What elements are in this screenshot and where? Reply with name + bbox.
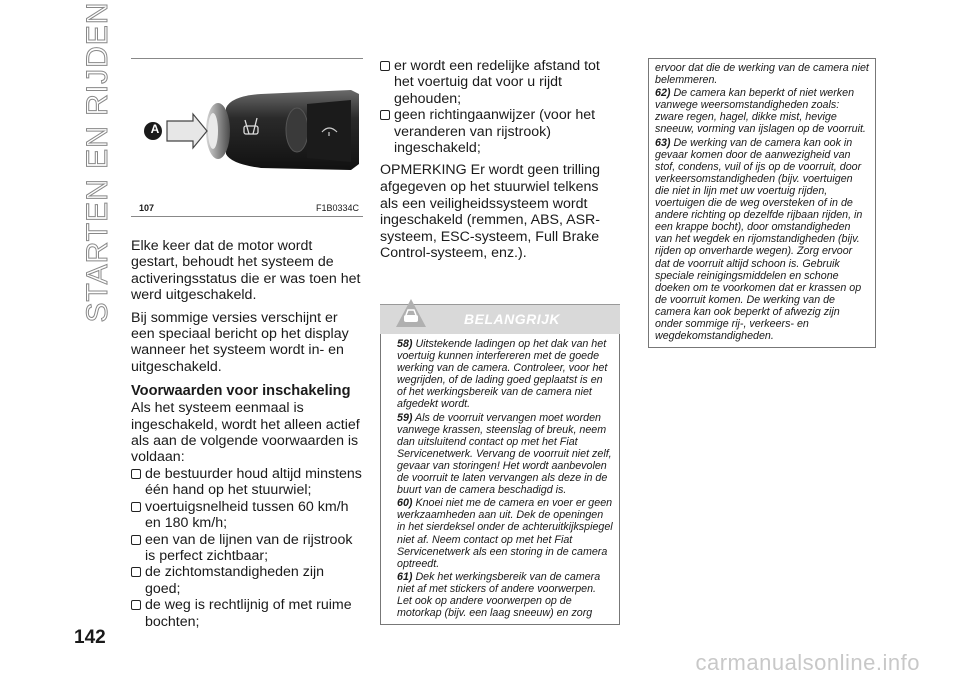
checkbox-icon (380, 61, 390, 71)
section-title-text: STARTEN EN RIJDEN (81, 1, 114, 323)
list-item-text: de bestuurder houd altijd minstens één hand op het stuurwiel; (145, 465, 362, 499)
section-title (78, 1, 118, 323)
list-item-text: geen richtingaanwijzer (voor het veranderen van rijstrook) ingeschakeld; (394, 107, 596, 157)
note-item (397, 497, 613, 570)
note-item (397, 338, 613, 411)
checkbox-icon (131, 502, 141, 512)
note-number: 60) (397, 497, 413, 510)
paragraph: Elke keer dat de motor wordt gestart, behoudt het systeem de activeringsstatus die er was toen het werd uitgeschakeld. (131, 238, 361, 304)
list-item-text: er wordt een redelijke afstand tot het voertuig dat voor u rijdt gehouden; (394, 58, 600, 107)
banner-title: BELANGRIJK (464, 311, 561, 327)
paragraph: Bij sommige versies verschijnt er een speciaal bericht op het display wanneer het systeem wordt in- en uitgeschakeld. (131, 309, 349, 375)
list-item (131, 532, 363, 565)
note-item (397, 412, 613, 497)
note-item (655, 87, 869, 135)
list-item-text: voertuigsnelheid tussen 60 km/h en 180 km/h; (145, 498, 349, 532)
figure-callout: A (150, 122, 160, 136)
checkbox-icon (131, 600, 141, 610)
note-number: 62) (655, 87, 671, 100)
list-item-text: de zichtomstandigheden zijn goed; (145, 564, 325, 597)
conditions-list (131, 466, 363, 630)
list-item-text: de weg is rechtlijnig of met ruime bochten; (145, 597, 352, 630)
note-text: De camera kan beperkt of niet werken vanwege weersomstandigheden zoals: zware regen, hagel, dikke mist, hevige sneeuw, vorming van ijslagen op de voorruit. (655, 87, 866, 136)
note-paragraph: OPMERKING Er wordt geen trilling afgegeven op het stuurwiel telkens als een veiligheidssysteem wordt ingeschakeld (remmen, ABS, ASR-systeem, ESC-systeem, Full Brake Control-systeem, enz.). (380, 162, 601, 262)
list-item (131, 466, 363, 499)
figure-bottom-rule (131, 216, 363, 217)
list-item (380, 107, 620, 156)
column-2 (380, 58, 620, 625)
note-text: Uitstekende ladingen op het dak van het voertuig kunnen interfereren met de goede werking van de camera. Controleer, voor het wegrijden, of de lading goed geplaatst is en of het werkingsbereik van de camera niet afgedekt wordt. (397, 338, 608, 411)
paragraph: Als het systeem eenmaal is ingeschakeld, wordt het alleen actief als aan de volgende voorwaarden is voldaan: (131, 400, 360, 466)
watermark: carmanualsonline.info (695, 650, 920, 675)
note-number: 59) (397, 411, 413, 424)
section-heading: Voorwaarden voor inschakeling (131, 383, 351, 400)
car-warning-icon (394, 297, 428, 331)
note-text: De werking van de camera kan ook in gevaar komen door de aanwezigheid van stof, condens, vuil of ijs op de voorruit, door verkeersomstandigheden (bijv. voertuigen die niet in lijn met uw voertuig rijden, voertuigen die de weg oversteken of in de andere richting op dezelfde rijbaan rijden, in een krappe bocht), door omstandigheden van het wegdek en rijomstandigheden (bijv. rijden op onverharde wegen). Zorg ervoor dat de voorruit altijd schoon is. Gebruik speciale reinigingsmiddelen en schone doeken om te voorkomen dat er krassen op de voorruit komen. De werking van de camera kan ook beperkt of afwezig zijn onder sommige rij-, verkeers- en wegdekomstandigheden. (655, 136, 863, 343)
lever-illustration (131, 60, 363, 200)
column-3-notes (648, 58, 876, 348)
note-item (397, 571, 613, 619)
note-number: 61) (397, 570, 413, 583)
figure-107 (131, 58, 363, 218)
important-notes (380, 334, 620, 625)
important-banner (380, 304, 620, 334)
figure-code: F1B0334C (315, 203, 359, 213)
note-text: Knoei niet me de camera en voer er geen werkzaamheden aan uit. Dek de openingen in het sierdeksel onder de achteruitkijkspiegel niet af. Neem contact op met het Fiat Servicenetwerk als een storing in de camera optreedt. (397, 497, 613, 570)
list-item (131, 499, 363, 532)
conditions-list-continued (380, 58, 620, 156)
note-text: Dek het werkingsbereik van de camera niet af met stickers of andere voorwerpen. Let ook op andere voorwerpen op de motorkap (bijv. een laag sneeuw) en zorg (397, 570, 601, 620)
figure-number: 107 (139, 203, 155, 213)
figure-top-rule (131, 58, 363, 59)
note-continuation: ervoor dat die de werking van de camera niet belemmeren. (655, 62, 869, 87)
note-number: 58) (397, 338, 413, 350)
checkbox-icon (380, 110, 390, 120)
checkbox-icon (131, 567, 141, 577)
checkbox-icon (131, 469, 141, 479)
list-item (380, 58, 620, 107)
checkbox-icon (131, 535, 141, 545)
column-1 (131, 58, 363, 630)
note-number: 63) (655, 136, 671, 149)
page-number: 142 (74, 627, 106, 648)
note-text: Als de voorruit vervangen moet worden vanwege krassen, steenslag of breuk, neem dan uitsluitend contact op met het Fiat Servicenetwerk. Vervang de voorruit niet zelf, gevaar van storingen! Het wordt aanbevolen de voorruit te laten vervangen als deze in de buurt van de camera beschadigd is. (397, 411, 612, 497)
list-item (131, 564, 363, 597)
list-item-text: een van de lijnen van de rijstrook is perfect zichtbaar; (145, 531, 353, 564)
note-item (655, 137, 869, 343)
list-item (131, 597, 363, 630)
